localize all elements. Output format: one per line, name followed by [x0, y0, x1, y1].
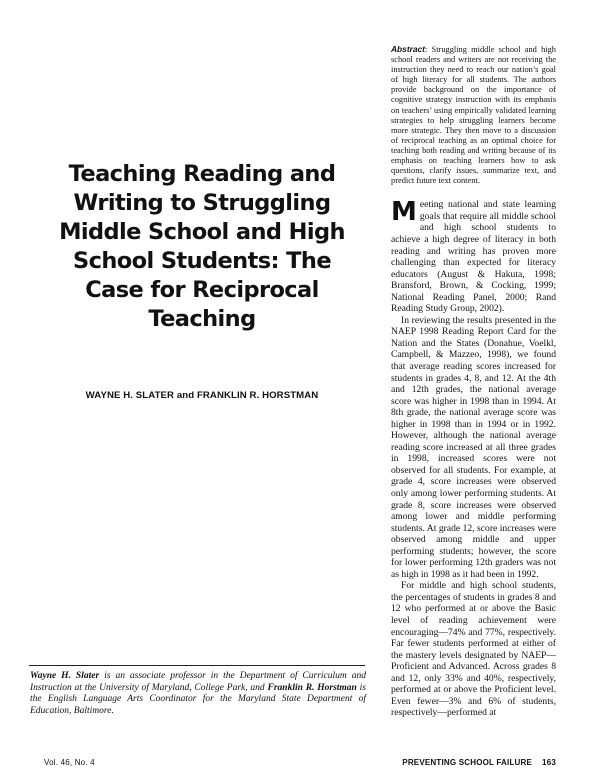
footnote-text-1: is an associate professor in the Department of Curriculum and Instruction at the University of Maryland, College Park, and [30, 671, 366, 693]
abstract-label: Abstract [391, 44, 425, 54]
footnote-divider [29, 665, 365, 666]
footer-volume: Vol. 46, No. 4 [44, 758, 95, 767]
article-title: Teaching Reading and Writing to Struggling Middle School and High School Students: The Case for Reciprocal Teaching [59, 161, 345, 332]
body-paragraph-1-text: eeting national and state learning goals that require all middle school and high school students to achieve a high degree of literacy in both reading and writing has proven more challenging than expected for literacy educators (August & Hakuta, 1998; Bransford, Brown, & Cocking, 1999; National Reading Panel, 2000; Rand Reading Study Group, 2002). [391, 199, 556, 315]
footer-journal [402, 758, 556, 767]
footer-journal-name: PREVENTING SCHOOL FAILURE [402, 758, 533, 767]
drop-cap: M [391, 197, 417, 228]
author-name-1: Wayne H. Slater [30, 671, 100, 681]
author-name-2: Franklin R. Horstman [267, 682, 357, 693]
abstract-text: : Struggling middle school and high school readers and writers are not receiving the instruction they need to reach our nation’s goal of high literacy for all students. The authors provide background on the importance of cognitive strategy instruction with its emphasis on teachers’ using empirically validated learning strategies to help struggling learners become more strategic. They then move to a discussion of reciprocal teaching as an optimal choice for teaching both reading and writing because of its emphasis on teaching learners how to ask questions, clarify issues, summarize text, and predict future text content. [391, 45, 556, 186]
article-authors: WAYNE H. SLATER and FRANKLIN R. HORSTMAN [85, 390, 319, 401]
right-column [391, 44, 556, 719]
body-paragraph-3: For middle and high school students, the percentages of students in grades 8 and 12 who performed at or above the Basic level of reading achievement were encouraging—74% and 77%, respectively. Far fewer students performed at either of the mastery levels designated by NAEP—Proficient and Advanced. Across grades 8 and 12, only 33% and 40%, respectively, performed at or above the Proficient level. Even fewer—3% and 6% of students, respectively—performed at [391, 580, 556, 719]
body-paragraph-2: In reviewing the results presented in the NAEP 1998 Reading Report Card for the Nation and the States (Donahue, Voelkl, Campbell, & Mazzeo, 1998), we found that average reading scores increased for students in grades 4, 8, and 12. At the 4th and 12th grades, the national average score was higher in 1998 than in 1994. At 8th grade, the national average score was higher in 1998 than in 1994 or in 1992. However, although the national average reading score increased at all three grades in 1998, increased scores were not observed for all students. For example, at grade 4, score increases were observed only among lower performing students. At grade 8, score increases were observed among lower and middle performing students. At grade 12, score increases were observed among middle and upper performing students; however, the score for lower performing 12th graders was not as high in 1998 as it had been in 1992. [391, 314, 556, 580]
author-footnote [30, 671, 366, 717]
footnote-text-2: is the English Language Arts Coordinator for the Maryland State Department of Education, Baltimore. [30, 682, 366, 716]
body-paragraph-1 [391, 199, 556, 314]
abstract [391, 44, 556, 186]
footer-page-number: 163 [542, 758, 556, 767]
body-text [391, 199, 556, 719]
